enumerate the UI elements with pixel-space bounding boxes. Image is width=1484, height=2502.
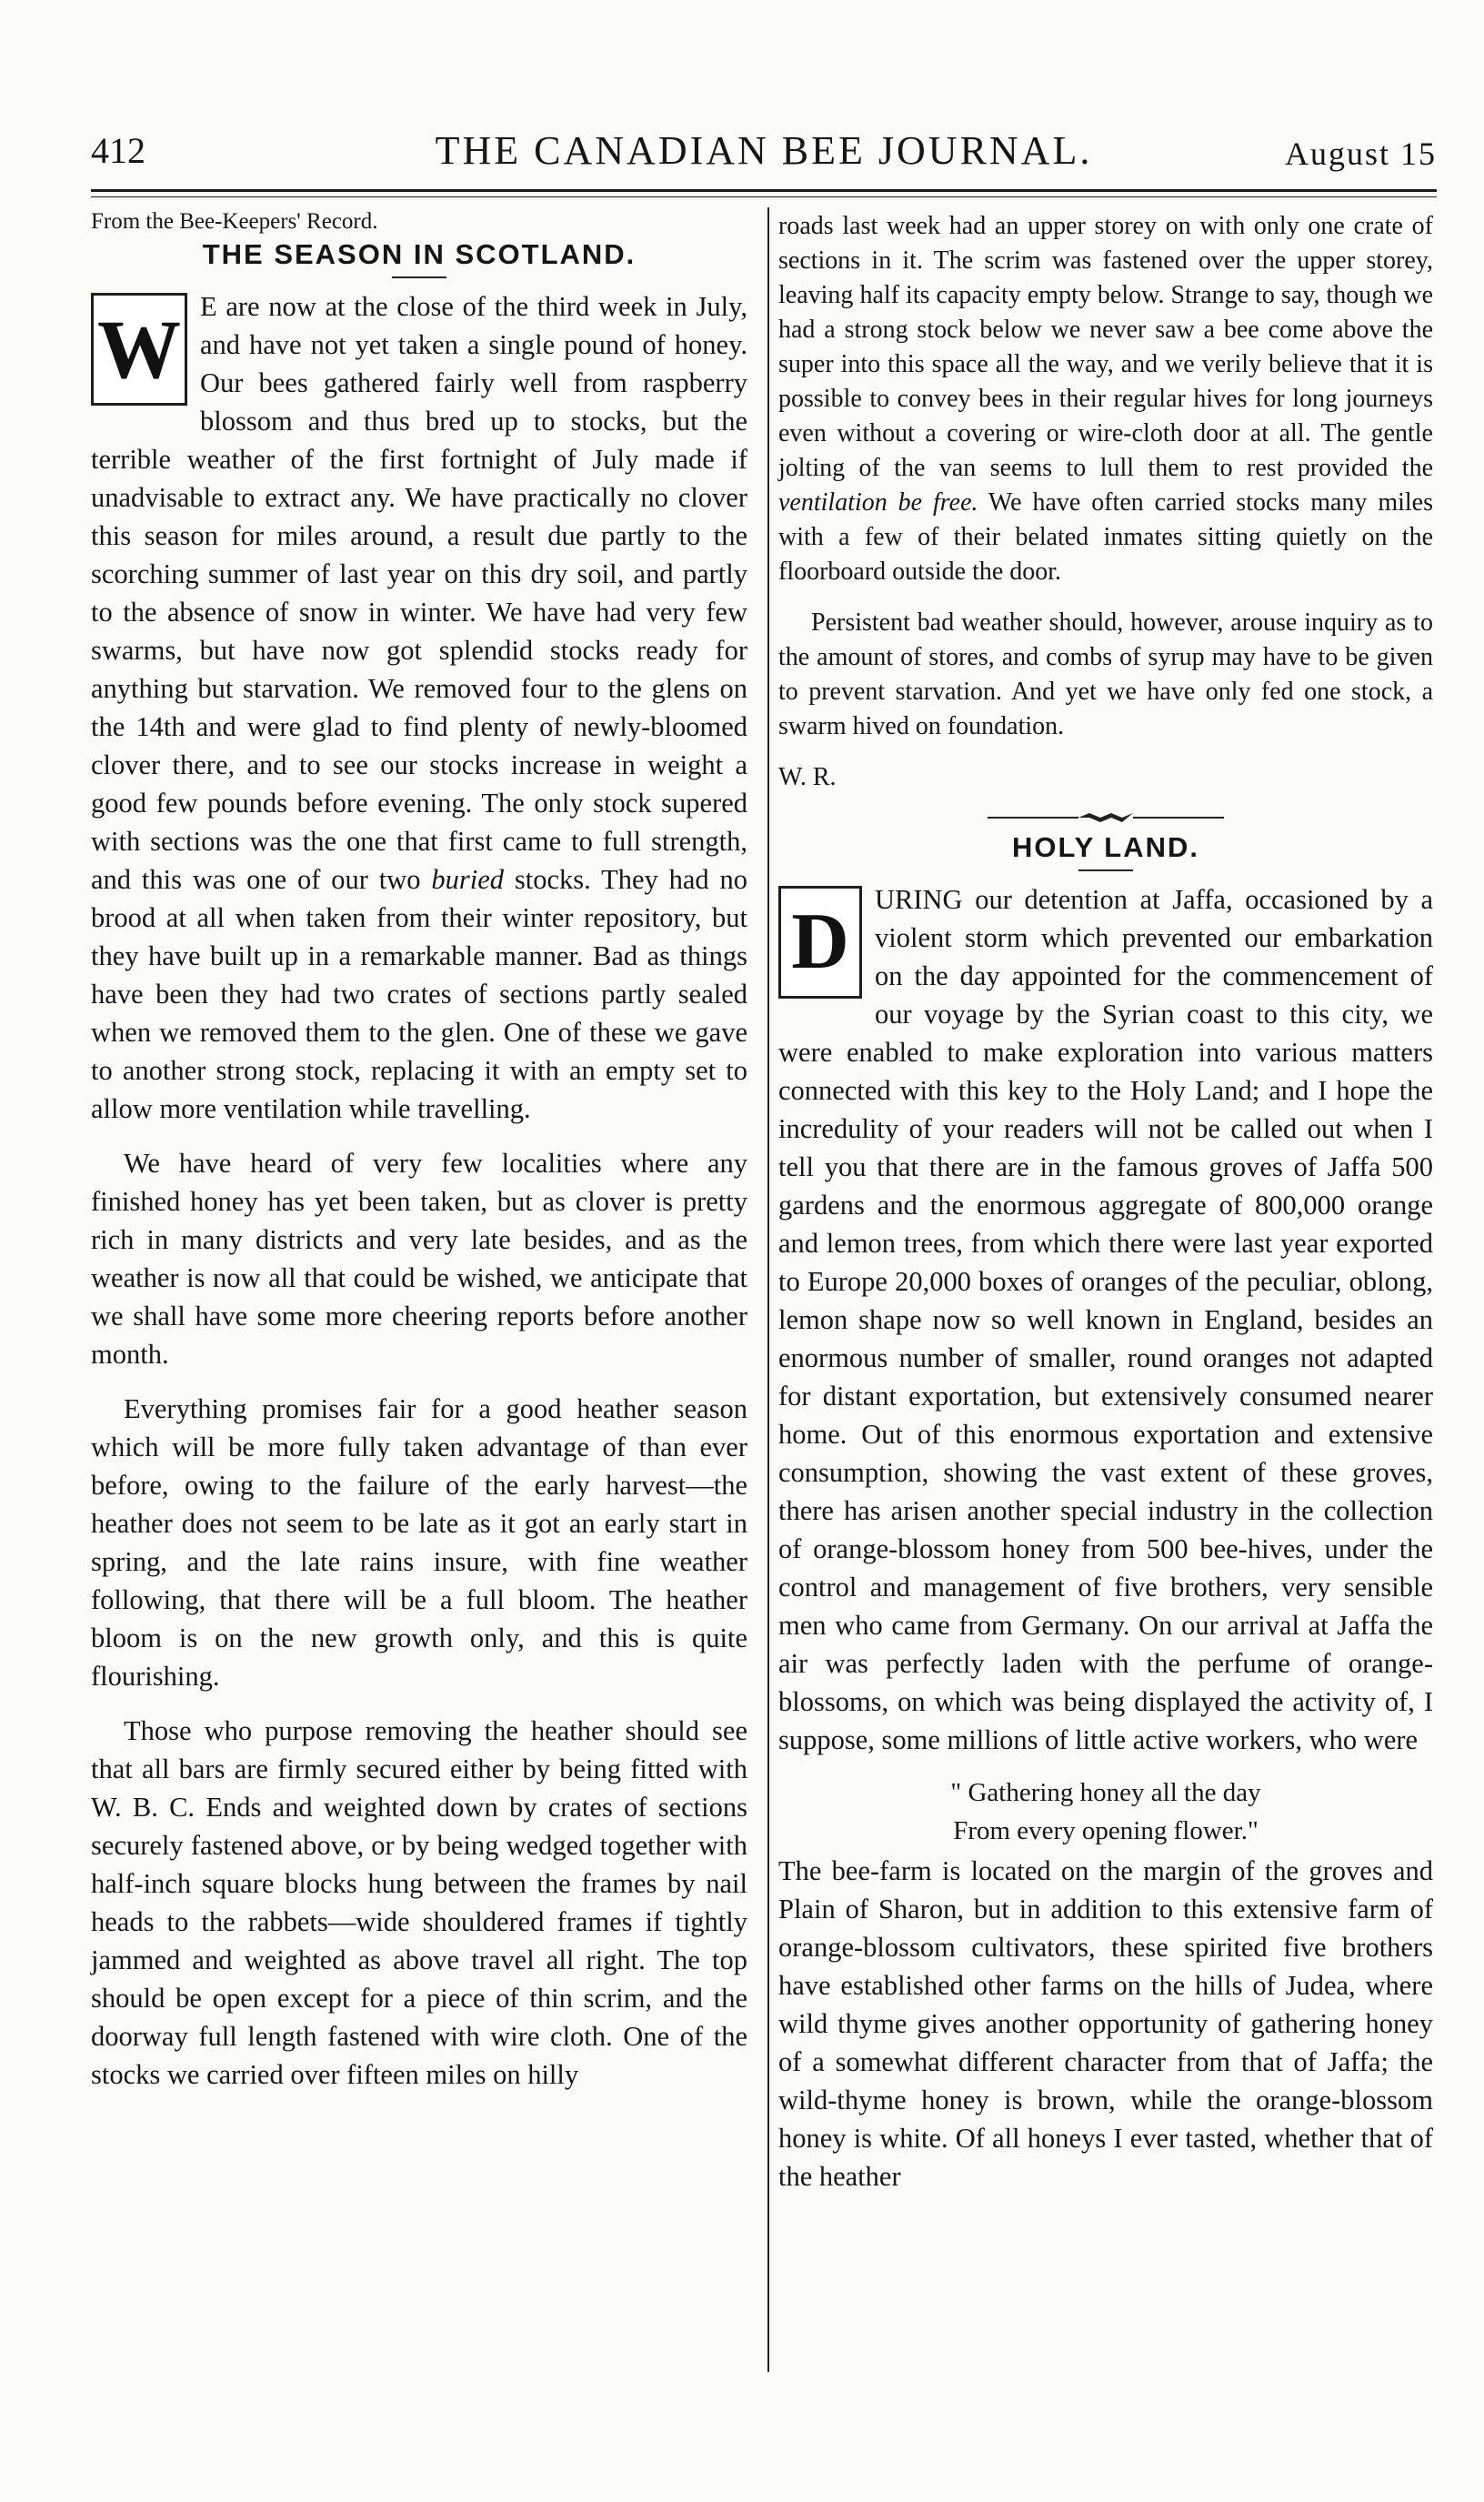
page-header: [91, 127, 1437, 182]
article-paragraph: We have heard of very few localities where any finished honey has yet been taken, but as clover is pretty rich in many districts and very late besides, and as the weather is now all that could be wished, we anticipate that we shall have some more cheering reports before another month.: [91, 1148, 747, 1370]
header-rule: [91, 189, 1437, 192]
article-paragraph: Everything promises fair for a good heather season which will be more fully taken advantage of than ever before, owing to the failure of the early harvest—the heather does not seem to be late as it got an early start in spring, and the late rains insure, with fine weather following, that there will be a full bloom. The heather bloom is on the new growth only, and this is quite flourishing.: [91, 1393, 747, 1692]
article-title-scotland: THE SEASON IN SCOTLAND.: [202, 238, 637, 270]
journal-title: THE CANADIAN BEE JOURNAL.: [435, 128, 1093, 173]
column-divider: [767, 207, 769, 2372]
right-column: [778, 209, 1433, 2212]
article-paragraph: Those who purpose removing the heather should see that all bars are firmly secured either by being fitted with W. B. C. Ends and weighted down by crates of sections securely fastened above, or by being wedged together with half-inch square blocks hung between the frames by nail heads to the rabbets—wide shouldered frames if tightly jammed and weighted as above travel all right. The top should be open except for a piece of thin scrim, and the doorway full length fastened with wire cloth. One of the stocks we carried over fifteen miles on hilly: [91, 1715, 747, 2090]
article-paragraph: Persistent bad weather should, however, arouse inquiry as to the amount of stores, and combs of syrup may have to be given to prevent starvation. And yet we have only fed one stock, a swarm hived on foundation.: [778, 608, 1433, 740]
section-ornament: [778, 811, 1433, 824]
title-rule: [1078, 869, 1133, 871]
header-rule-thin: [91, 196, 1437, 197]
article-source: From the Bee-Keepers' Record.: [91, 209, 378, 234]
issue-date: August 15: [1284, 136, 1437, 172]
article-signature: W. R.: [778, 763, 837, 791]
poem-line: " Gathering honey all the day: [950, 1778, 1261, 1807]
poem-line: From every opening flower.": [953, 1816, 1258, 1845]
article-paragraph: roads last week had an upper storey on with only one crate of sections in it. The scrim was fastened over the upper storey, leaving half its capacity empty below. Strange to say, though we had a strong stock below we never saw a bee come above the super into this space all the way, and we verily believe that it is possible to convey bees in their regular hives for long journeys even without a covering or wire-cloth door at all. The gentle jolting of the van seems to lull them to rest provided the ventilation be free. We have often carried stocks many miles with a few of their belated inmates sitting quietly on the floorboard outside the door.: [778, 212, 1434, 586]
article-paragraph: W E are now at the close of the third week in July, and have not yet taken a single pound of honey. Our bees gathered fairly well from raspberry blossom and thus bred up to stocks, but the terrible weather of the first fortnight of July made if unadvisable to extract any. We have practically no clover this season for miles around, a result due partly to the scorching summer of last year on this dry soil, and partly to the absence of snow in winter. We have had very few swarms, but have now got splendid stocks ready for anything but starvation. We removed four to the glens on the 14th and were glad to find plenty of newly-bloomed clover there, and to see our stocks increase in weight a good few pounds before evening. The only stock supered with sections was the one that first came to full strength, and this was one of our two buried stocks. They had no brood at all when taken from their winter repository, but they have built up in a remarkable manner. Bad as things have been they had two crates of sections partly sealed when we removed them to the glen. One of these we gave to another strong stock, replacing it with an empty set to allow more ventilation while travelling.: [91, 291, 748, 1124]
article-title-holy-land: HOLY LAND.: [1011, 831, 1200, 863]
left-column: [91, 209, 747, 2110]
dropcap-w: W: [91, 293, 187, 406]
article-paragraph: D URING our detention at Jaffa, occasioned by a violent storm which prevented our embarkation on the day appointed for the commencement of our voyage by the Syrian coast to this city, we were enabled to make exploration into various matters connected with this key to the Holy Land; and I hope the incredulity of your readers will not be called out when I tell you that there are in the famous groves of Jaffa 500 gardens and the enormous aggregate of 800,000 orange and lemon trees, from which there were last year exported to Europe 20,000 boxes of oranges of the peculiar, oblong, lemon shape now so well known in England, besides an enormous number of smaller, round oranges not adapted for distant exportation, but extensively consumed nearer home. Out of this enormous exportation and extensive consumption, showing the vast extent of these groves, there has arisen another special industry in the collection of orange-blossom honey from 500 bee-hives, under the control and management of five brothers, very sensible men who came from Germany. On our arrival at Jaffa the air was perfectly laden with the perfume of orange-blossoms, on which was being displayed the activity of, I suppose, some millions of little active workers, who were: [778, 884, 1433, 1755]
dropcap-d: D: [778, 886, 862, 999]
article-paragraph: The bee-farm is located on the margin of the groves and Plain of Sharon, but in addition to this extensive farm of orange-blossom cultivators, these spirited five brothers have established other farms on the hills of Judea, where wild thyme gives another opportunity of gathering honey of a somewhat different character from that of Jaffa; the wild-thyme honey is brown, while the orange-blossom honey is white. Of all honeys I ever tasted, whether that of the heather: [778, 1855, 1433, 2192]
ornament-rule-icon: [988, 811, 1224, 824]
title-rule: [392, 276, 446, 278]
page-number: 412: [91, 130, 145, 171]
